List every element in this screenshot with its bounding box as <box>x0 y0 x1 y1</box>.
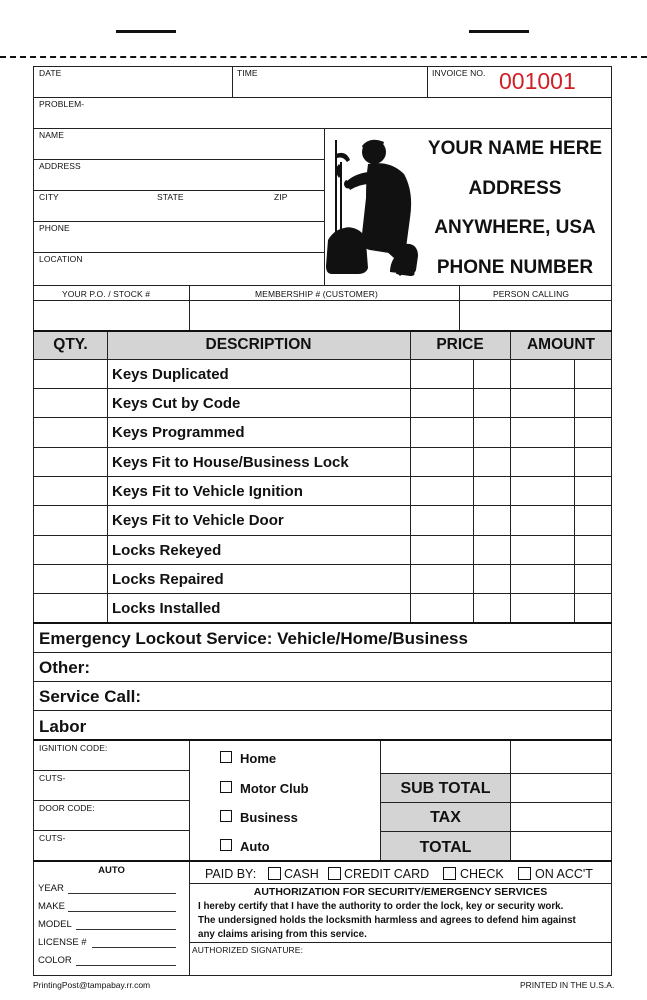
person-calling-label: PERSON CALLING <box>493 289 570 299</box>
make-label: MAKE <box>38 901 65 912</box>
price-header: PRICE <box>436 336 484 353</box>
cash-label: CASH <box>284 867 319 881</box>
other-row: Other: <box>39 658 90 677</box>
invoice-label: INVOICE NO. <box>432 68 486 78</box>
date-label: DATE <box>39 68 62 78</box>
authorized-signature-label: AUTHORIZED SIGNATURE: <box>192 945 304 955</box>
motor-club-label: Motor Club <box>240 781 309 796</box>
item-locks-installed: Locks Installed <box>112 600 221 617</box>
cuts-label-2: CUTS- <box>39 833 66 843</box>
footer-printed: PRINTED IN THE U.S.A. <box>520 980 615 990</box>
home-label: Home <box>240 751 277 766</box>
phone-label: PHONE <box>39 223 70 233</box>
item-locks-repaired: Locks Repaired <box>112 571 224 588</box>
perforation-line <box>0 56 647 58</box>
credit-card-checkbox[interactable] <box>328 867 341 880</box>
location-label: LOCATION <box>39 254 83 264</box>
color-label: COLOR <box>38 955 72 966</box>
total-label: TOTAL <box>419 839 472 856</box>
po-label: YOUR P.O. / STOCK # <box>62 289 151 299</box>
on-account-label: ON ACC'T <box>535 867 593 881</box>
check-label: CHECK <box>460 867 504 881</box>
item-keys-duplicated: Keys Duplicated <box>112 366 229 383</box>
check-checkbox[interactable] <box>443 867 456 880</box>
door-code-label: DOOR CODE: <box>39 803 95 813</box>
footer-email: PrintingPost@tampabay.rr.com <box>33 980 151 990</box>
year-label: YEAR <box>38 883 64 894</box>
auto-label: Auto <box>240 839 270 854</box>
credit-card-label: CREDIT CARD <box>344 867 430 881</box>
authorization-line-3: any claims arising from this service. <box>198 929 367 940</box>
authorization-line-2: The undersigned holds the locksmith harmless and agrees to defend him against <box>198 915 576 926</box>
service-call-row: Service Call: <box>39 687 142 706</box>
labor-row: Labor <box>39 717 87 736</box>
cuts-label-1: CUTS- <box>39 773 66 783</box>
item-keys-programmed: Keys Programmed <box>112 424 245 441</box>
state-label: STATE <box>157 192 184 202</box>
business-label: Business <box>240 810 298 825</box>
problem-label: PROBLEM- <box>39 99 85 109</box>
ignition-code-label: IGNITION CODE: <box>39 743 108 753</box>
address-label: ADDRESS <box>39 161 81 171</box>
name-label: NAME <box>39 130 64 140</box>
model-label: MODEL <box>38 919 72 930</box>
auto-checkbox[interactable] <box>220 839 232 851</box>
subtotal-label: SUB TOTAL <box>400 780 491 797</box>
time-label: TIME <box>237 68 258 78</box>
auto-title: AUTO <box>98 865 125 876</box>
authorization-line-1: I hereby certify that I have the authority to order the lock, key or security work. <box>198 901 564 912</box>
qty-header: QTY. <box>53 336 88 353</box>
membership-label: MEMBERSHIP # (CUSTOMER) <box>255 289 378 299</box>
item-keys-cut-by-code: Keys Cut by Code <box>112 395 241 412</box>
cash-checkbox[interactable] <box>268 867 281 880</box>
zip-label: ZIP <box>274 192 288 202</box>
authorization-title: AUTHORIZATION FOR SECURITY/EMERGENCY SERVICES <box>253 886 548 898</box>
license-label: LICENSE # <box>38 937 87 948</box>
business-name: YOUR NAME HERE <box>427 138 603 159</box>
amount-header: AMOUNT <box>526 336 596 353</box>
on-account-checkbox[interactable] <box>518 867 531 880</box>
emergency-lockout-row: Emergency Lockout Service: Vehicle/Home/Business <box>39 629 468 648</box>
business-city: ANYWHERE, USA <box>434 217 596 238</box>
business-phone: PHONE NUMBER <box>436 257 594 278</box>
business-checkbox[interactable] <box>220 810 232 822</box>
description-header: DESCRIPTION <box>205 336 312 353</box>
item-keys-fit-ignition: Keys Fit to Vehicle Ignition <box>112 483 303 500</box>
binding-mark-left <box>116 30 176 33</box>
item-keys-fit-house: Keys Fit to House/Business Lock <box>112 454 349 471</box>
business-address: ADDRESS <box>468 178 562 199</box>
paid-by-label: PAID BY: <box>205 867 257 881</box>
motor-club-checkbox[interactable] <box>220 781 232 793</box>
item-locks-rekeyed: Locks Rekeyed <box>112 542 222 559</box>
tax-label: TAX <box>430 809 461 826</box>
item-keys-fit-door: Keys Fit to Vehicle Door <box>112 512 284 529</box>
invoice-number: 001001 <box>499 68 576 94</box>
binding-mark-right <box>469 30 529 33</box>
city-label: CITY <box>39 192 59 202</box>
home-checkbox[interactable] <box>220 751 232 763</box>
